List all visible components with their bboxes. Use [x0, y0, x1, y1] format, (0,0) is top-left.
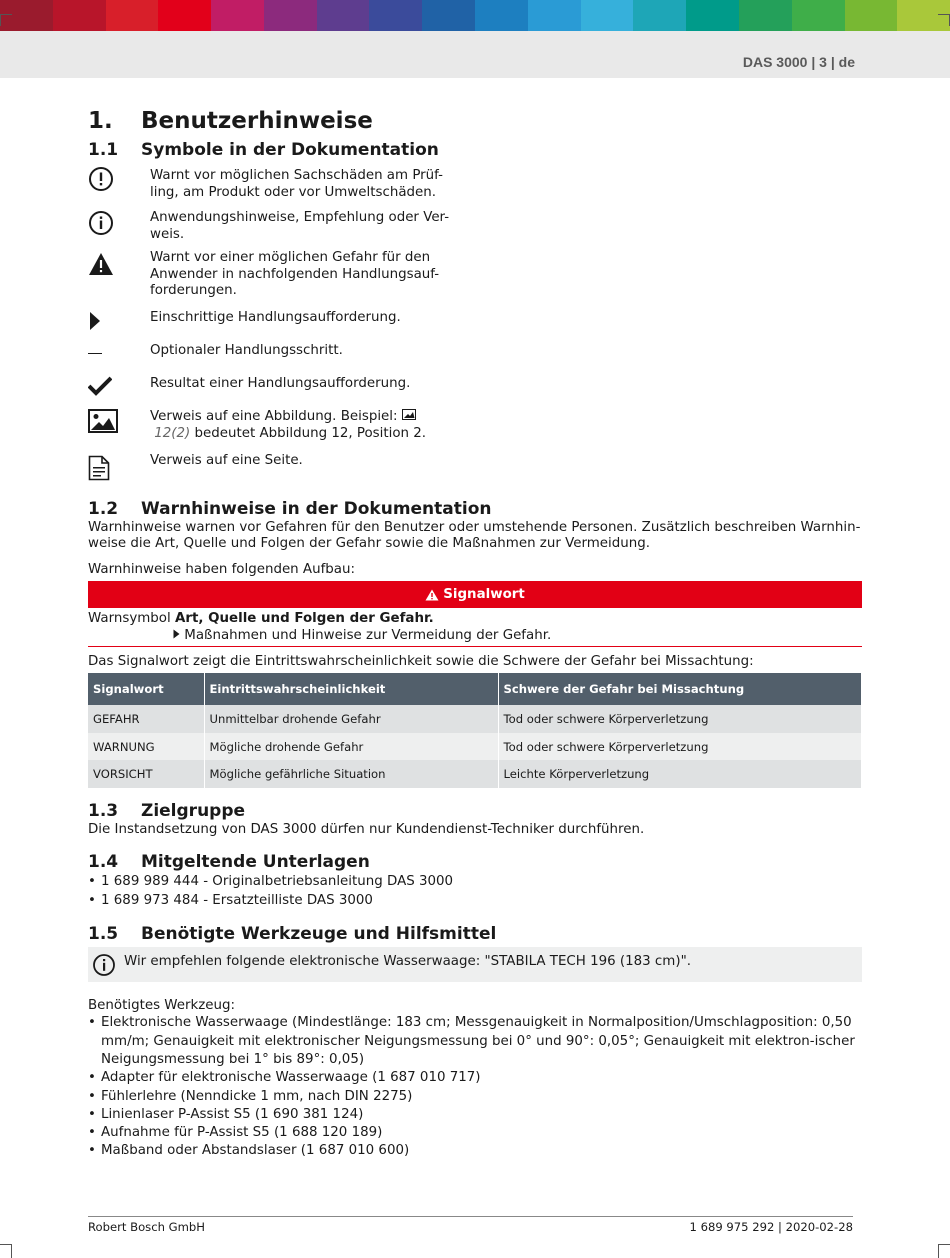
warning-symbol-label: Warnsymbol — [88, 611, 171, 627]
symbol-row — [88, 453, 862, 495]
list-item: • Fühlerlehre (Nenndicke 1 mm, nach DIN 2275) — [88, 1088, 862, 1106]
crop-mark — [938, 14, 950, 15]
section-heading-1-1 — [88, 139, 862, 161]
chapter-title-text: Benutzerhinweise — [141, 108, 373, 134]
symbol-description-text: bedeutet Abbildung 12, Position 2. — [190, 425, 427, 441]
table-header-cell: Signalwort — [88, 673, 204, 705]
symbol-description: Optionaler Handlungsschritt. — [150, 343, 343, 358]
brand-color-band — [0, 0, 950, 31]
symbol-row — [88, 166, 862, 210]
signal-word-table — [88, 673, 862, 788]
header-separator: | — [826, 54, 839, 70]
section-number: 1.2 — [88, 499, 119, 519]
section-heading-text: Symbole in der Dokumentation — [141, 140, 439, 160]
table-cell: WARNUNG — [88, 733, 204, 761]
section-paragraph: Benötigtes Werkzeug: — [88, 997, 236, 1013]
header-separator: | — [807, 54, 820, 70]
table-cell: Mögliche gefährliche Situation — [204, 760, 498, 788]
note-box — [88, 947, 862, 982]
list-item: • Elektronische Wasserwaage (Mindestlänge: 183 cm; Messgenauigkeit in Normalposition/Umschlagposition: 0,50 mm/m; Genauigkeit mit elektronischer Neigungsmessung bei 0° und 90°: 0,05°; Genauigkeit mit elektron-ischer Neigungsmessung bei 1° bis 89°: 0,05) — [88, 1014, 862, 1069]
table-header-cell: Schwere der Gefahr bei Missachtung — [498, 673, 862, 705]
footer-company: Robert Bosch GmbH — [88, 1220, 205, 1234]
section-number: 1.5 — [88, 923, 119, 944]
warning-triangle-icon — [88, 250, 150, 310]
brand-color-segment — [528, 0, 581, 31]
list-item: • 1 689 989 444 - Originalbetriebsanleitung DAS 3000 — [88, 873, 862, 891]
brand-color-segment — [158, 0, 211, 31]
section-heading-1-4 — [88, 851, 862, 873]
crop-mark — [0, 14, 12, 15]
figure-reference[interactable]: 12(2) — [154, 425, 191, 441]
symbol-description: Resultat einer Handlungsaufforderung. — [150, 376, 411, 391]
warning-bold-text: Art, Quelle und Folgen der Gefahr. — [174, 611, 434, 627]
info-circle-icon — [88, 210, 150, 250]
brand-color-segment — [369, 0, 422, 31]
table-cell: Tod oder schwere Körperverletzung — [498, 733, 862, 761]
list-item: • Aufnahme für P-Assist S5 (1 688 120 189) — [88, 1124, 862, 1142]
table-row — [88, 733, 862, 761]
section-heading-1-3 — [88, 800, 862, 822]
table-cell: Unmittelbar drohende Gefahr — [204, 705, 498, 733]
brand-color-segment — [633, 0, 686, 31]
table-cell: Mögliche drohende Gefahr — [204, 733, 498, 761]
warning-example — [88, 611, 862, 647]
chapter-number: 1. — [88, 108, 113, 134]
list-item: • Maßband oder Abstandslaser (1 687 010 600) — [88, 1142, 862, 1160]
brand-color-segment — [581, 0, 634, 31]
crop-mark — [11, 1244, 12, 1258]
table-cell: VORSICHT — [88, 760, 204, 788]
table-row — [88, 705, 862, 733]
footer-divider — [88, 1216, 853, 1217]
section-heading-text: Zielgruppe — [141, 800, 246, 821]
chapter-title — [88, 106, 862, 136]
header-page-number: 3 — [819, 54, 827, 70]
table-cell: GEFAHR — [88, 705, 204, 733]
symbol-row — [88, 250, 862, 310]
tools-list — [88, 1014, 862, 1160]
page-icon — [88, 453, 150, 495]
brand-color-segment — [0, 0, 53, 31]
symbol-row — [88, 310, 862, 343]
page-content — [88, 106, 862, 1161]
signal-word-bar — [88, 581, 862, 608]
section-paragraph: Warnhinweise warnen vor Gefahren für den Benutzer oder umstehende Personen. Zusätzlich beschreiben Warnhin-weise die Art, Quelle und Folgen der Gefahr sowie die Maßnahmen zur Vermeidung. — [88, 520, 861, 552]
exclamation-circle-icon — [88, 166, 150, 210]
info-circle-icon — [92, 951, 124, 977]
symbol-description: Verweis auf eine Seite. — [150, 453, 303, 468]
table-cell: Tod oder schwere Körperverletzung — [498, 705, 862, 733]
warning-example-line — [88, 611, 862, 627]
symbol-description — [150, 409, 450, 453]
brand-color-segment — [106, 0, 159, 31]
warning-measures-text: Maßnahmen und Hinweise zur Vermeidung der Gefahr. — [184, 627, 552, 643]
checkmark-icon — [88, 376, 150, 409]
section-number: 1.4 — [88, 852, 119, 873]
brand-color-segment — [845, 0, 898, 31]
symbol-description-text: Verweis auf eine Abbildung. Beispiel: — [150, 409, 398, 424]
symbol-description: Warnt vor einer möglichen Gefahr für den Anwender in nachfolgenden Handlungsauf-forderungen. — [150, 250, 440, 299]
symbol-row — [88, 343, 862, 376]
section-heading-1-5 — [88, 923, 862, 945]
table-header-cell: Eintrittswahrscheinlichkeit — [204, 673, 498, 705]
crop-mark — [0, 14, 1, 26]
symbol-row — [88, 409, 862, 453]
section-heading-1-2 — [88, 498, 862, 520]
triangle-right-icon — [88, 310, 150, 343]
image-icon — [88, 409, 150, 453]
crop-mark — [938, 1244, 939, 1258]
section-number: 1.1 — [88, 140, 119, 160]
brand-color-segment — [792, 0, 845, 31]
brand-color-segment — [422, 0, 475, 31]
symbol-description: Einschrittige Handlungsaufforderung. — [150, 310, 401, 325]
table-row — [88, 760, 862, 788]
image-ref-icon — [402, 409, 416, 420]
list-item: • Linienlaser P-Assist S5 (1 690 381 124) — [88, 1106, 862, 1124]
header-language: de — [838, 54, 855, 70]
triangle-right-icon — [173, 629, 180, 639]
footer-document-number: 1 689 975 292 | 2020-02-28 — [689, 1220, 853, 1234]
signal-word-label: Signalwort — [443, 587, 525, 603]
header-product: DAS 3000 — [742, 54, 808, 70]
brand-color-segment — [739, 0, 792, 31]
symbol-description: Anwendungshinweise, Empfehlung oder Ver-weis. — [150, 210, 450, 242]
symbol-description: Warnt vor möglichen Sachschäden am Prüf-ling, am Produkt oder vor Umweltschäden. — [150, 168, 443, 200]
brand-color-segment — [317, 0, 370, 31]
warning-measures-line — [88, 628, 862, 644]
note-text: Wir empfehlen folgende elektronische Wasserwaage: "STABILA TECH 196 (183 cm)". — [124, 953, 691, 969]
page-header — [743, 54, 855, 70]
brand-color-segment — [897, 0, 950, 31]
brand-color-segment — [475, 0, 528, 31]
symbol-list — [88, 166, 862, 495]
list-item: • Adapter für elektronische Wasserwaage (1 687 010 717) — [88, 1069, 862, 1087]
crop-mark — [938, 1244, 950, 1245]
brand-color-segment — [53, 0, 106, 31]
dash-icon — [88, 343, 150, 376]
section-number: 1.3 — [88, 800, 119, 821]
list-item: • 1 689 973 484 - Ersatzteilliste DAS 3000 — [88, 892, 862, 910]
warning-triangle-icon — [425, 589, 439, 601]
brand-color-segment — [211, 0, 264, 31]
section-heading-text: Warnhinweise in der Dokumentation — [141, 499, 492, 519]
section-heading-text: Benötigte Werkzeuge und Hilfsmittel — [141, 923, 497, 944]
brand-color-segment — [264, 0, 317, 31]
section-paragraph: Warnhinweise haben folgenden Aufbau: — [88, 561, 355, 577]
section-paragraph: Das Signalwort zeigt die Eintrittswahrscheinlichkeit sowie die Schwere der Gefahr bei Missachtung: — [88, 654, 754, 670]
reference-list — [88, 873, 862, 910]
brand-color-segment — [686, 0, 739, 31]
section-heading-text: Mitgeltende Unterlagen — [141, 852, 370, 873]
symbol-row — [88, 376, 862, 409]
section-paragraph: Die Instandsetzung von DAS 3000 dürfen nur Kundendienst-Techniker durchführen. — [88, 821, 645, 837]
table-cell: Leichte Körperverletzung — [498, 760, 862, 788]
table-header-row — [88, 673, 862, 705]
symbol-row — [88, 210, 862, 250]
